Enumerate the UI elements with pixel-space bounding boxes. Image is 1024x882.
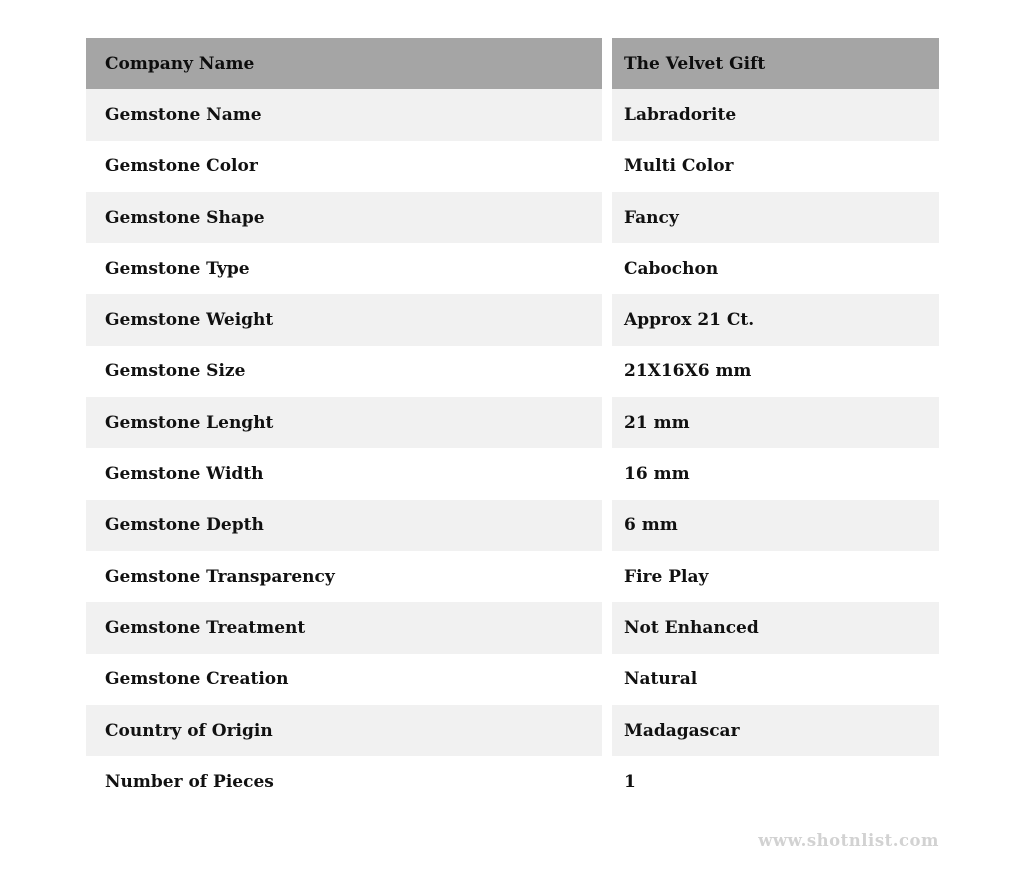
table-row-gemstone-creation [86,654,939,705]
row-value: 21 mm [612,397,939,448]
row-value: 16 mm [612,448,939,499]
table-row-gemstone-color [86,141,939,192]
table-row-gemstone-transparency [86,551,939,602]
table-header-row [86,38,939,89]
row-label: Gemstone Shape [86,192,602,243]
row-label: Gemstone Type [86,243,602,294]
row-value: 6 mm [612,500,939,551]
row-label: Gemstone Depth [86,500,602,551]
row-value: Labradorite [612,89,939,140]
table-row-number-of-pieces [86,756,939,807]
table-row-country-of-origin [86,705,939,756]
table-row-gemstone-weight [86,294,939,345]
row-label: Number of Pieces [86,756,602,807]
row-value: 1 [612,756,939,807]
row-value: Madagascar [612,705,939,756]
table-row-gemstone-shape [86,192,939,243]
table-row-gemstone-width [86,448,939,499]
row-label: Gemstone Lenght [86,397,602,448]
row-value: 21X16X6 mm [612,346,939,397]
row-label: Gemstone Size [86,346,602,397]
row-value: Natural [612,654,939,705]
row-value: Fire Play [612,551,939,602]
header-company-label: Company Name [86,38,602,89]
row-value: Multi Color [612,141,939,192]
row-value: Cabochon [612,243,939,294]
row-label: Gemstone Treatment [86,602,602,653]
watermark: www.shotnlist.com [758,831,939,850]
table-row-gemstone-lenght [86,397,939,448]
row-label: Gemstone Transparency [86,551,602,602]
row-value: Not Enhanced [612,602,939,653]
row-label: Gemstone Weight [86,294,602,345]
table-row-gemstone-name [86,89,939,140]
table-row-gemstone-type [86,243,939,294]
row-label: Gemstone Color [86,141,602,192]
row-label: Country of Origin [86,705,602,756]
table-row-gemstone-treatment [86,602,939,653]
row-label: Gemstone Width [86,448,602,499]
row-label: Gemstone Name [86,89,602,140]
table-row-gemstone-size [86,346,939,397]
table-row-gemstone-depth [86,500,939,551]
row-value: Fancy [612,192,939,243]
gemstone-spec-table [86,38,939,807]
header-company-value: The Velvet Gift [612,38,939,89]
row-value: Approx 21 Ct. [612,294,939,345]
row-label: Gemstone Creation [86,654,602,705]
